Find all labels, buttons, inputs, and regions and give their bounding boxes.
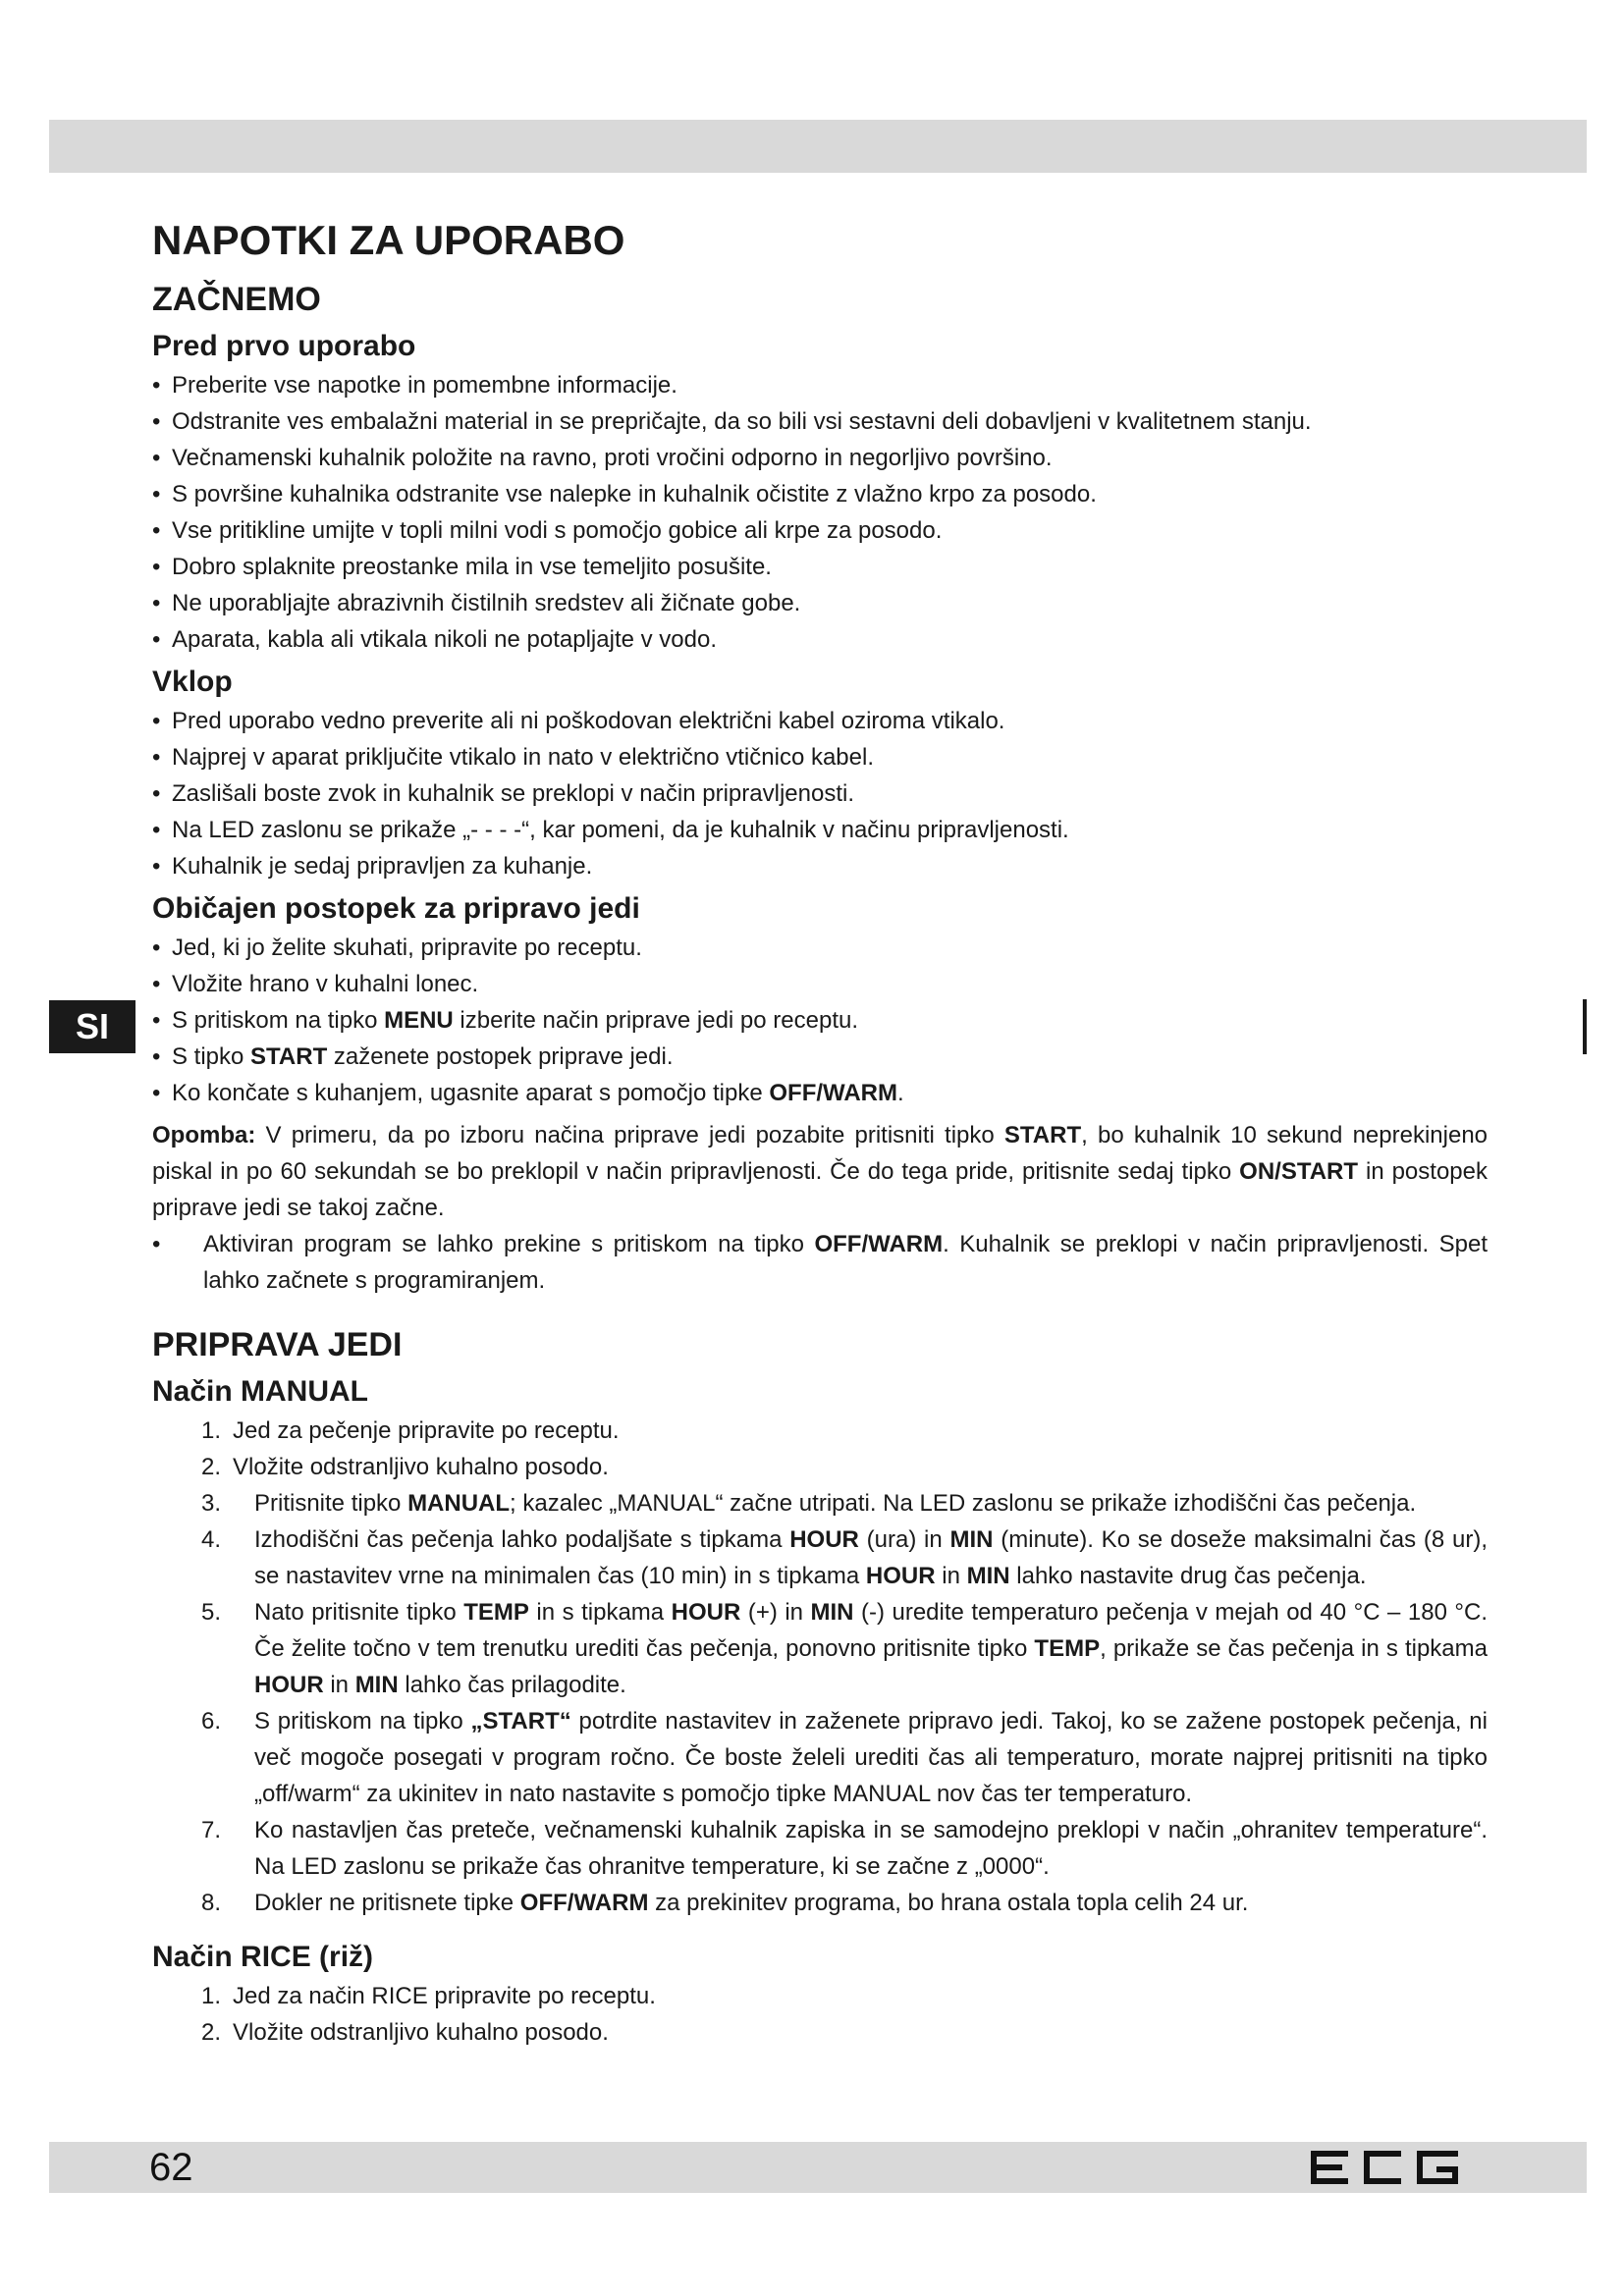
list-item: • Na LED zaslonu se prikaže „- - - -“, kar pomeni, da je kuhalnik v načinu pripravljenosti. — [152, 812, 1488, 848]
list-item — [152, 1039, 1488, 1075]
section-heading-priprava: PRIPRAVA JEDI — [152, 1326, 403, 1363]
text-run: lahko nastavite drug čas pečenja. — [1009, 1563, 1367, 1589]
note-paragraph — [152, 1117, 1488, 1226]
text-run: in postopek priprave jedi se takoj začne. — [152, 1158, 1488, 1221]
key-label: MANUAL — [407, 1490, 511, 1517]
step-number: 3. — [201, 1490, 222, 1517]
step-item — [152, 1485, 1488, 1522]
list-item: • Preberite vse napotke in pomembne informacije. — [152, 367, 1488, 403]
text-run: Nato pritisnite tipko — [254, 1599, 464, 1626]
step-item — [152, 1885, 1488, 1921]
list-item: • S površine kuhalnika odstranite vse nalepke in kuhalnik očistite z vlažno krpo za posodo. — [152, 476, 1488, 512]
key-label: MENU — [384, 1007, 454, 1034]
list-item: • Kuhalnik je sedaj pripravljen za kuhanje. — [152, 848, 1488, 884]
text-run: Ko nastavljen čas preteče, večnamenski kuhalnik zapiska in se samodejno preklopi v način „ohranitev temperature“. Na LED zaslonu se prikaže čas ohranitve temperature, ki se začne z „0000“. — [254, 1817, 1488, 1880]
first-use-list — [152, 367, 1488, 658]
key-label: HOUR — [865, 1563, 936, 1589]
side-marker — [1583, 999, 1587, 1054]
key-label: MIN — [949, 1526, 994, 1553]
list-item: • Večnamenski kuhalnik položite na ravno, proti vročini odporno in negorljivo površino. — [152, 440, 1488, 476]
text-run: in — [935, 1563, 967, 1589]
step-item — [152, 1449, 1488, 1485]
step-number: 1. — [201, 1983, 222, 2009]
subheading-power-on: Vklop — [152, 666, 233, 698]
text-run: (+) in — [740, 1599, 811, 1626]
note-extra-list — [152, 1226, 1488, 1299]
step-number: 8. — [201, 1890, 222, 1916]
step-item — [152, 1594, 1488, 1703]
step-number: 4. — [201, 1526, 222, 1553]
text-run: Ko končate s kuhanjem, ugasnite aparat s pomočjo tipke — [172, 1080, 770, 1106]
list-item — [152, 1226, 1488, 1299]
list-item: • Pred uporabo vedno preverite ali ni poškodovan električni kabel oziroma vtikalo. — [152, 703, 1488, 739]
key-label: MIN — [810, 1599, 854, 1626]
list-item: • Vse pritikline umijte v topli milni vodi s pomočjo gobice ali krpe za posodo. — [152, 512, 1488, 549]
text-run: izberite način priprave jedi po receptu. — [453, 1007, 858, 1034]
text-run: ; kazalec „MANUAL“ začne utripati. Na LED zaslonu se prikaže izhodiščni čas pečenja. — [510, 1490, 1417, 1517]
text-run: potrdite nastavitev in zaženete pripravo jedi. Takoj, ko se zažene postopek pečenja, ni več mogoče posegati v program ročno. Če boste želeli urediti čas ali temperaturo, morate najprej pritisniti na tipko „off/warm“ za ukinitev in nato nastavite s pomočjo tipke MANUAL nov čas ter temperaturo. — [254, 1708, 1488, 1807]
step-item — [152, 1522, 1488, 1594]
step-number: 5. — [201, 1599, 222, 1626]
text-run: za prekinitev programa, bo hrana ostala topla celih 24 ur. — [648, 1890, 1249, 1916]
list-item: • Najprej v aparat priključite vtikalo in nato v električno vtičnico kabel. — [152, 739, 1488, 775]
list-item: • Vložite hrano v kuhalni lonec. — [152, 966, 1488, 1002]
text-run: S pritiskom na tipko — [254, 1708, 471, 1735]
list-item: • Zaslišali boste zvok in kuhalnik se preklopi v način pripravljenosti. — [152, 775, 1488, 812]
page-content — [152, 208, 1488, 2051]
step-item — [152, 2014, 1488, 2051]
text-run: Izhodiščni čas pečenja lahko podaljšate s tipkama — [254, 1526, 790, 1553]
key-label: HOUR — [671, 1599, 741, 1626]
key-label: OFF/WARM — [814, 1231, 944, 1257]
text-run: . Kuhalnik se preklopi v način pripravljenosti. Spet lahko začnete s programiranjem. — [203, 1231, 1489, 1294]
text-run: (minute). Ko se doseže maksimalni čas (8 ur), se nastavitev vrne na minimalen čas (10 min) in s tipkama — [254, 1526, 1488, 1589]
key-label: TEMP — [463, 1599, 529, 1626]
subheading-manual: Način MANUAL — [152, 1375, 369, 1408]
key-label: START — [1003, 1122, 1082, 1148]
text-run: V primeru, da po izboru načina priprave jedi pozabite pritisniti tipko — [255, 1122, 1004, 1148]
key-label: MIN — [966, 1563, 1010, 1589]
list-item — [152, 1075, 1488, 1111]
text-run: Jed za pečenje pripravite po receptu. — [233, 1417, 620, 1444]
text-run: Jed za način RICE pripravite po receptu. — [233, 1983, 656, 2009]
page-number: 62 — [149, 2146, 193, 2189]
text-run: , prikaže se čas pečenja in s tipkama — [1100, 1635, 1488, 1662]
rice-steps — [152, 1978, 1488, 2051]
list-item: • Aparata, kabla ali vtikala nikoli ne potapljajte v vodo. — [152, 621, 1488, 658]
list-item: • Odstranite ves embalažni material in se prepričajte, da so bili vsi sestavni deli dobavljeni v kvalitetnem stanju. — [152, 403, 1488, 440]
key-label: OFF/WARM — [519, 1890, 649, 1916]
procedure-list — [152, 930, 1488, 1111]
key-label: MIN — [354, 1672, 399, 1698]
key-label: TEMP — [1034, 1635, 1101, 1662]
text-run: Aktiviran program se lahko prekine s pritiskom na tipko — [203, 1231, 815, 1257]
text-run: lahko čas prilagodite. — [398, 1672, 626, 1698]
header-band — [49, 120, 1587, 173]
text-run: (-) uredite temperaturo pečenja v mejah od 40 °C – 180 °C. Če želite točno v tem trenutku urediti čas pečenja, ponovno pritisnite tipko — [254, 1599, 1489, 1662]
step-item — [152, 1812, 1488, 1885]
power-on-list — [152, 703, 1488, 884]
key-label: HOUR — [254, 1672, 324, 1698]
step-item — [152, 1413, 1488, 1449]
language-tab: SI — [49, 1000, 135, 1053]
text-run: in — [323, 1672, 355, 1698]
text-run: , bo kuhalnik 10 sekund neprekinjeno piskal in po 60 sekundah se bo preklopil v način pripravljenosti. Če do tega pride, pritisnite sedaj tipko — [152, 1122, 1489, 1185]
key-label: HOUR — [789, 1526, 859, 1553]
key-label: START — [250, 1043, 328, 1070]
subheading-rice: Način RICE (riž) — [152, 1941, 374, 1973]
step-item — [152, 1978, 1488, 2014]
text-run: . — [897, 1080, 904, 1106]
list-item: • Ne uporabljajte abrazivnih čistilnih sredstev ali žičnate gobe. — [152, 585, 1488, 621]
ecg-logo — [1306, 2148, 1463, 2187]
note-label: Opomba: — [152, 1122, 256, 1148]
step-number: 1. — [201, 1417, 222, 1444]
step-number: 2. — [201, 2019, 222, 2046]
step-number: 7. — [201, 1817, 222, 1843]
step-number: 2. — [201, 1454, 222, 1480]
manual-steps — [152, 1413, 1488, 1921]
key-label: „START“ — [470, 1708, 571, 1735]
text-run: (ura) in — [858, 1526, 950, 1553]
text-run: S tipko — [172, 1043, 251, 1070]
text-run: Vložite odstranljivo kuhalno posodo. — [233, 2019, 609, 2046]
section-heading-zacnemo: ZAČNEMO — [152, 281, 321, 318]
list-item: • Dobro splaknite preostanke mila in vse temeljito posušite. — [152, 549, 1488, 585]
key-label: ON/START — [1239, 1158, 1359, 1185]
text-run: zaženete postopek priprave jedi. — [327, 1043, 674, 1070]
step-number: 6. — [201, 1708, 222, 1735]
step-item — [152, 1703, 1488, 1812]
page-title: NAPOTKI ZA UPORABO — [152, 217, 625, 263]
text-run: Vložite odstranljivo kuhalno posodo. — [233, 1454, 609, 1480]
key-label: OFF/WARM — [769, 1080, 897, 1106]
list-item — [152, 1002, 1488, 1039]
subheading-procedure: Običajen postopek za pripravo jedi — [152, 892, 640, 925]
text-run: Pritisnite tipko — [254, 1490, 408, 1517]
text-run: in s tipkama — [528, 1599, 672, 1626]
text-run: S pritiskom na tipko — [172, 1007, 385, 1034]
text-run: Dokler ne pritisnete tipke — [254, 1890, 520, 1916]
subheading-first-use: Pred prvo uporabo — [152, 330, 416, 362]
list-item: • Jed, ki jo želite skuhati, pripravite po receptu. — [152, 930, 1488, 966]
